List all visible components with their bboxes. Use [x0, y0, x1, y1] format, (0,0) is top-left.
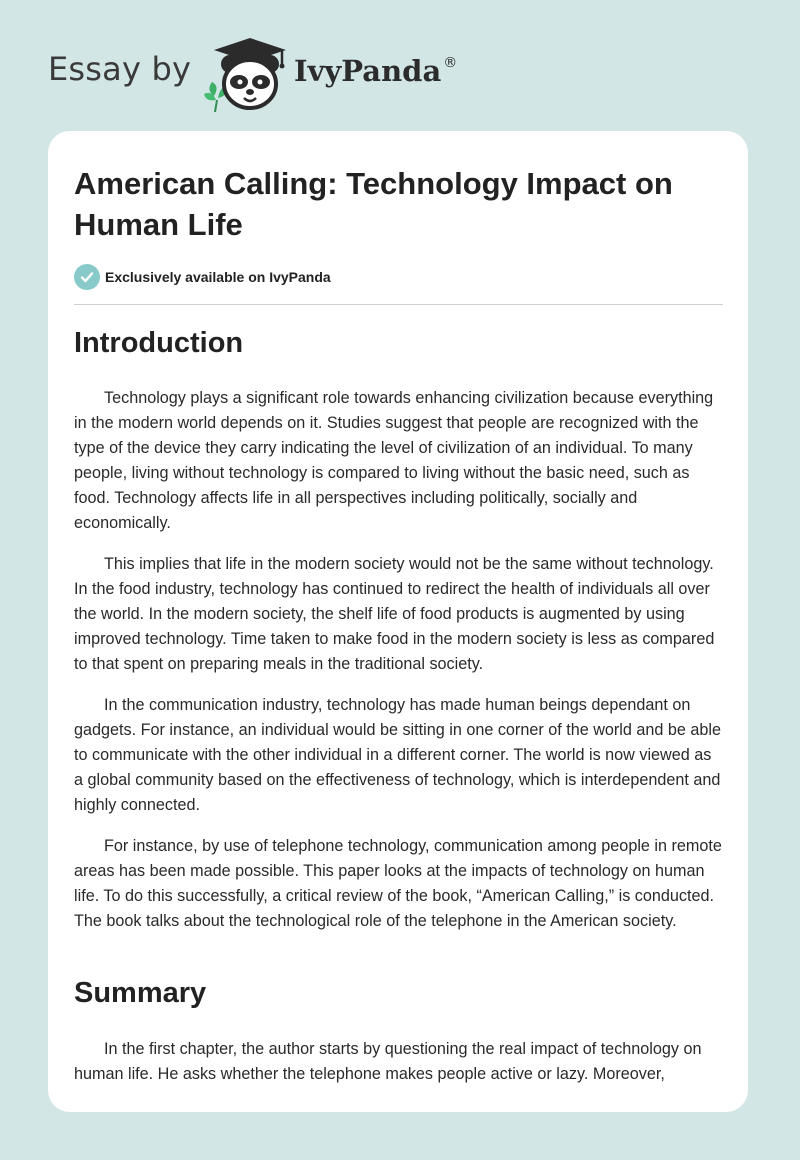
divider — [74, 304, 723, 305]
section-heading-summary: Summary — [74, 977, 207, 1009]
panda-logo-icon[interactable] — [200, 34, 296, 114]
brand-name[interactable]: IvyPanda ® — [294, 54, 458, 88]
trademark-symbol: ® — [443, 55, 458, 71]
exclusive-badge — [74, 264, 331, 290]
site-header — [48, 28, 752, 112]
essay-card — [48, 131, 748, 1112]
paragraph: In the communication industry, technology has made human beings dependant on gadgets. For instance, an individual would be sitting in one corner of the world and be able to communicate with the other individual in a different corner. The world is now viewed as a global community based on the effectiveness of technology, which is interdependent and highly connected. — [74, 696, 722, 814]
paragraph: In the first chapter, the author starts by questioning the real impact of technology on human life. He asks whether the telephone makes people active or lazy. Moreover, — [74, 1040, 702, 1083]
exclusive-badge-label: Exclusively available on IvyPanda — [105, 269, 331, 285]
section-heading-introduction: Introduction — [74, 327, 244, 359]
paragraph: Technology plays a significant role towards enhancing civilization because everything in the modern world depends on it. Studies suggest that people are recognized with the type of the device they carry indicating the level of civilization of an individual. To many people, living without technology is compared to living without the basic need, such as food. Technology affects life in all perspectives including politically, socially and economically. — [74, 389, 714, 532]
paragraph: This implies that life in the modern society would not be the same without technology. In the food industry, technology has continued to redirect the health of individuals all over the world. In the modern society, the shelf life of food products is augmented by using improved technology. Time taken to make food in the modern society is less as compared to that spent on preparing meals in the traditional society. — [74, 555, 715, 673]
paragraph: For instance, by use of telephone technology, communication among people in remote areas has been made possible. This paper looks at the impacts of technology on human life. To do this successfully, a critical review of the book, “American Calling,” is conducted. The book talks about the technological role of the telephone in the American society. — [74, 837, 722, 930]
essay-by-label: Essay by — [48, 50, 192, 88]
checkmark-icon — [74, 264, 100, 290]
page-title: American Calling: Technology Impact on Human Life — [74, 166, 673, 242]
